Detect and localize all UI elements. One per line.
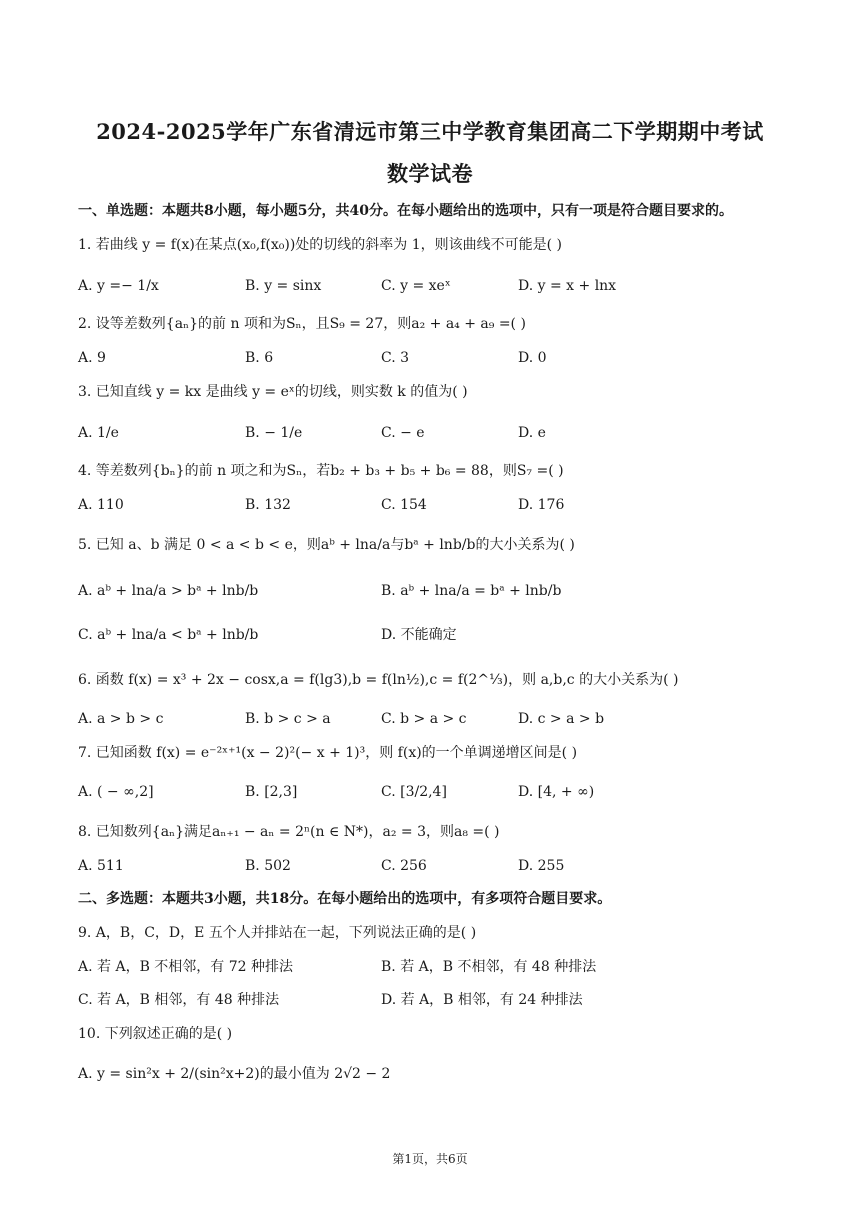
question-9-stem: 9. A，B，C，D，E 五个人并排站在一起，下列说法正确的是( ) [78,925,477,941]
q9-option-d: D. 若 A，B 相邻，有 24 种排法 [381,992,583,1008]
question-6-stem: 6. 函数 f(x) = x³ + 2x − cosx,a = f(lg3),b = f(ln½),c = f(2^⅓)，则 a,b,c 的大小关系为( ) [78,672,679,688]
page-footer: 第1页，共6页 [392,1152,468,1166]
question-1-stem: 1. 若曲线 y = f(x)在某点(x₀,f(x₀))处的切线的斜率为 1，则该曲线不可能是( ) [78,237,563,253]
q4-option-a: A. 110 [78,497,124,513]
q8-option-b: B. 502 [245,858,291,874]
q1-option-b: B. y = sinx [245,278,322,294]
q4-option-c: C. 154 [381,497,427,513]
exam-title: 2024-2025学年广东省清远市第三中学教育集团高二下学期期中考试 [96,119,764,144]
q2-option-b: B. 6 [245,350,274,366]
q3-option-a: A. 1/e [78,425,119,441]
q1-option-d: D. y = x + lnx [518,278,617,294]
q5-option-a: A. aᵇ + lna/a > bᵃ + lnb/b [78,583,259,599]
q7-option-c: C. [3/2,4] [381,784,447,800]
q3-option-d: D. e [518,425,546,441]
q5-option-d: D. 不能确定 [381,627,457,643]
q8-option-a: A. 511 [78,858,124,874]
q9-option-a: A. 若 A，B 不相邻，有 72 种排法 [78,959,294,975]
q7-option-b: B. [2,3] [245,784,298,800]
q4-option-d: D. 176 [518,497,565,513]
q2-option-c: C. 3 [381,350,410,366]
section-heading-single-choice: 一、单选题：本题共8小题，每小题5分，共40分。在每小题给出的选项中，只有一项是符合题目要求的。 [78,203,733,219]
question-10-stem: 10. 下列叙述正确的是( ) [78,1026,233,1042]
q7-option-d: D. [4, + ∞) [518,784,595,800]
q6-option-c: C. b > a > c [381,711,467,727]
question-2-stem: 2. 设等差数列{aₙ}的前 n 项和为Sₙ，且S₉ = 27，则a₂ + a₄ + a₉ =( ) [78,316,526,332]
q6-option-a: A. a > b > c [78,711,164,727]
question-8-stem: 8. 已知数列{aₙ}满足aₙ₊₁ − aₙ = 2ⁿ(n ∈ N*)，a₂ = 3，则a₈ =( ) [78,824,500,840]
section-heading-multiple-choice: 二、多选题：本题共3小题，共18分。在每小题给出的选项中，有多项符合题目要求。 [78,891,612,907]
question-7-stem: 7. 已知函数 f(x) = e⁻²ˣ⁺¹(x − 2)²(− x + 1)³，则 f(x)的一个单调递增区间是( ) [78,745,578,761]
q2-option-d: D. 0 [518,350,547,366]
q9-option-c: C. 若 A，B 相邻，有 48 种排法 [78,992,280,1008]
q6-option-d: D. c > a > b [518,711,605,727]
q1-option-c: C. y = xeˣ [381,278,451,294]
q5-option-c: C. aᵇ + lna/a < bᵃ + lnb/b [78,627,259,643]
q2-option-a: A. 9 [78,350,106,366]
q9-option-b: B. 若 A，B 不相邻，有 48 种排法 [381,959,597,975]
question-4-stem: 4. 等差数列{bₙ}的前 n 项之和为Sₙ，若b₂ + b₃ + b₅ + b₆ = 88，则S₇ =( ) [78,463,564,479]
q6-option-b: B. b > c > a [245,711,331,727]
exam-subtitle: 数学试卷 [387,161,473,186]
q10-option-a: A. y = sin²x + 2/(sin²x+2)的最小值为 2√2 − 2 [78,1066,391,1082]
question-3-stem: 3. 已知直线 y = kx 是曲线 y = eˣ的切线，则实数 k 的值为( ) [78,384,468,400]
q8-option-d: D. 255 [518,858,565,874]
question-5-stem: 5. 已知 a、b 满足 0 < a < b < e，则aᵇ + lna/a与bᵃ + lnb/b的大小关系为( ) [78,537,575,553]
q3-option-c: C. − e [381,425,425,441]
q8-option-c: C. 256 [381,858,427,874]
q7-option-a: A. ( − ∞,2] [78,784,154,800]
q1-option-a: A. y =− 1/x [78,278,159,294]
q3-option-b: B. − 1/e [245,425,303,441]
q4-option-b: B. 132 [245,497,291,513]
q5-option-b: B. aᵇ + lna/a = bᵃ + lnb/b [381,583,562,599]
